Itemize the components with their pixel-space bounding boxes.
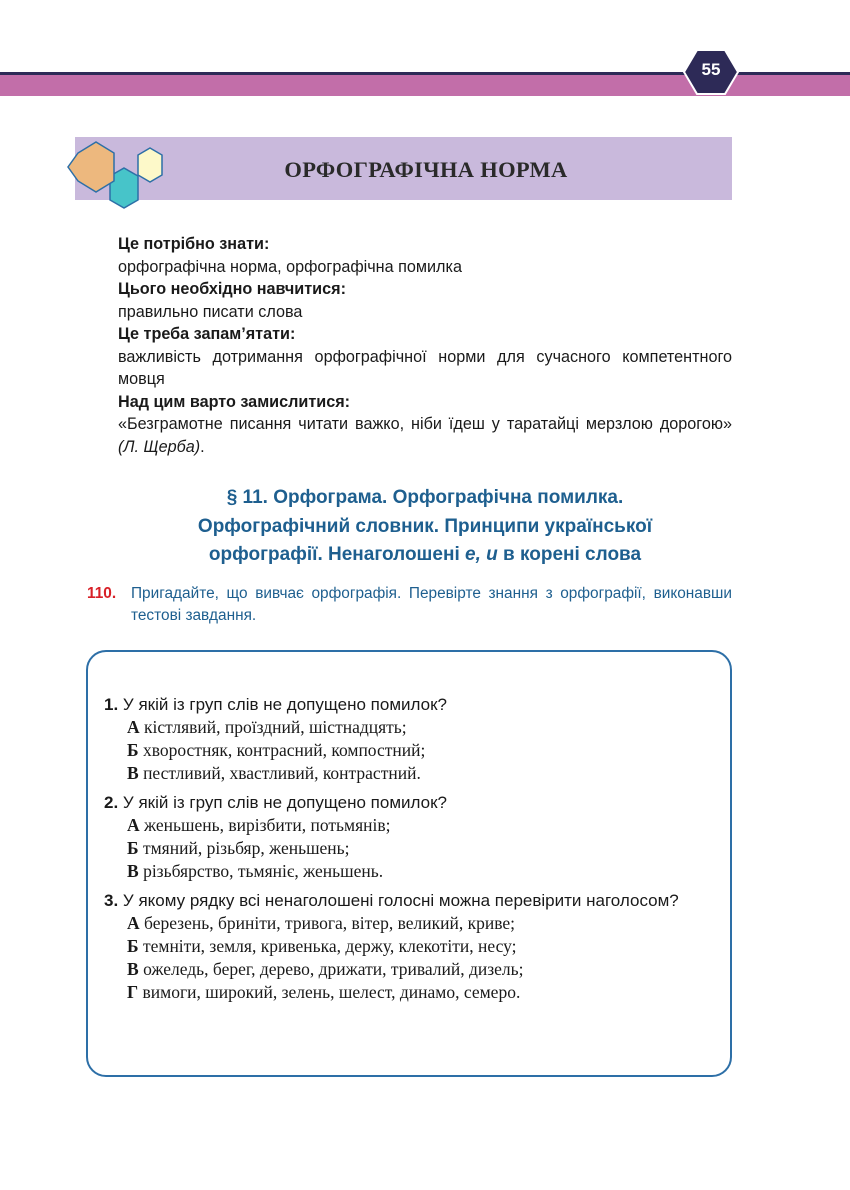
section-title-part: в корені слова xyxy=(497,544,642,565)
quote-end: . xyxy=(200,437,205,456)
quote-author: (Л. Щерба) xyxy=(118,437,201,456)
section-title-line-2: Орфографічний словник. Принципи української xyxy=(197,515,653,537)
option-text: женьшень, вирізбити, потьмянів; xyxy=(144,815,391,835)
answer-option-b[interactable] xyxy=(104,837,716,860)
question-prompt: У якій із груп слів не допущено помилок? xyxy=(122,793,447,812)
learn-heading: Цього необхідно навчитися: xyxy=(118,280,346,298)
letter-separator: , xyxy=(475,544,487,565)
option-text: кістлявий, проїздний, шістнадцять; xyxy=(144,717,407,737)
option-letter: Г xyxy=(127,982,139,1002)
letter-y: и xyxy=(486,544,498,565)
option-letter: В xyxy=(127,959,139,979)
answer-option-b[interactable] xyxy=(104,935,716,958)
option-text: різьбярство, тьмяніє, женьшень. xyxy=(143,861,384,881)
learning-goals xyxy=(118,233,732,458)
answer-option-b[interactable] xyxy=(104,739,716,762)
answer-option-v[interactable] xyxy=(104,860,716,883)
remember-text: важливість дотримання орфографічної норми для сучасного компетентного мовця xyxy=(118,347,732,388)
question-prompt: У якій із груп слів не допущено помилок? xyxy=(122,695,447,714)
question-text xyxy=(104,792,716,814)
know-text: орфографічна норма, орфографічна помилка xyxy=(118,257,462,276)
think-quote: «Безграмотне писання читати важко, ніби їдеш у таратайці мерзлою дорогою» xyxy=(118,415,732,433)
question-3 xyxy=(104,890,716,1004)
answer-option-a[interactable] xyxy=(104,912,716,935)
option-letter: Б xyxy=(127,740,139,760)
section-title-line-3 xyxy=(95,541,755,570)
question-number: 3. xyxy=(104,891,119,910)
section-title-line-1: § 11. Орфограма. Орфографічна помилка. xyxy=(226,487,624,508)
option-letter: В xyxy=(127,763,139,783)
option-letter: А xyxy=(127,913,140,933)
question-number: 2. xyxy=(104,793,119,812)
section-title xyxy=(95,484,755,570)
option-letter: А xyxy=(127,717,140,737)
option-text: ожеледь, берег, дерево, дрижати, тривалий, дизель; xyxy=(143,959,524,979)
question-number: 1. xyxy=(104,695,119,714)
question-2 xyxy=(104,792,716,883)
page-number-badge xyxy=(683,48,739,96)
exercise-number: 110. xyxy=(87,585,117,602)
question-text xyxy=(104,890,716,912)
section-title-part: орфографії. Ненаголошені xyxy=(208,544,465,565)
exercise-text: Пригадайте, що вивчає орфографія. Перевірте знання з орфографії, виконавши тестові завдання. xyxy=(131,585,732,624)
think-heading: Над цим варто замислитися: xyxy=(118,392,351,411)
question-text xyxy=(104,694,716,716)
option-letter: Б xyxy=(127,936,139,956)
option-text: вимоги, широкий, зелень, шелест, динамо, семеро. xyxy=(142,982,521,1002)
learn-text: правильно писати слова xyxy=(118,302,303,321)
option-letter: В xyxy=(127,861,139,881)
answer-option-a[interactable] xyxy=(104,814,716,837)
option-text: тмяний, різьбяр, женьшень; xyxy=(142,838,350,858)
option-text: пестливий, хвастливий, контрастний. xyxy=(143,763,421,783)
question-1 xyxy=(104,694,716,785)
option-text: хворостняк, контрасний, компостний; xyxy=(142,740,426,760)
exercise-110 xyxy=(87,583,732,626)
test-questions xyxy=(104,694,716,1011)
option-text: березень, бриніти, тривога, вітер, великий, криве; xyxy=(144,913,515,933)
remember-heading: Це треба запам’ятати: xyxy=(118,325,296,343)
page-number: 55 xyxy=(701,60,721,79)
answer-option-v[interactable] xyxy=(104,762,716,785)
question-prompt: У якому рядку всі ненаголошені голосні можна перевірити наголосом? xyxy=(122,891,679,910)
chapter-title: ОРФОГРАФІЧНА НОРМА xyxy=(284,157,568,182)
option-text: темніти, земля, кривенька, держу, клекотіти, несу; xyxy=(142,936,517,956)
option-letter: А xyxy=(127,815,140,835)
letter-e: е xyxy=(465,544,476,565)
answer-option-v[interactable] xyxy=(104,958,716,981)
answer-option-a[interactable] xyxy=(104,716,716,739)
think-text xyxy=(118,413,732,458)
option-letter: Б xyxy=(127,838,139,858)
know-heading: Це потрібно знати: xyxy=(118,235,270,253)
answer-option-g[interactable] xyxy=(104,981,716,1004)
